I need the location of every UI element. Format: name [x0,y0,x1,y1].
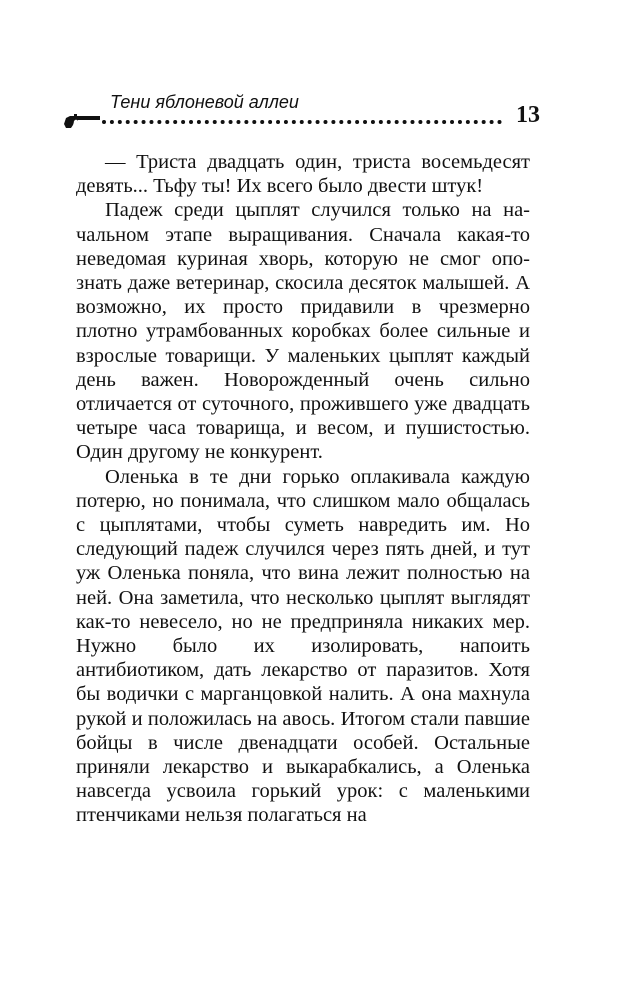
paragraph: — Триста двадцать один, триста восемьдесят девять... Тьфу ты! Их всего было двести штук! [76,151,530,198]
page-number: 13 [516,102,540,128]
paragraph: Падеж среди цыплят случился только на начальном этапе выращивания. Сначала какая-то неведомая куриная хворь, которую не смог опознать даже ветеринар, скосила десяток малышей. А возможно, их просто придавили в чрезмерно плотно утрамбованных коробках более сильные и взрослые товарищи. У маленьких цыплят каждый день важен. Новорожденный очень сильно отличается от суточного, прожившего уже двадцать четыре часа товарища, и весом, и пушистостью. Один другому не конкурент. [76,199,530,464]
running-title: Тени яблоневой аллеи [110,92,299,112]
dotted-rule [102,120,502,124]
paragraph: Оленька в те дни горько оплакивала каждую потерю, но понимала, что слишком мало общалась с цыплятами, чтобы суметь навредить им. Но следующий падеж случился через пять дней, и тут уж Оленька поняла, что вина лежит полностью на ней. Она заметила, что несколько цыплят выглядят как-то невесело, но не предприняла никаких мер. Нужно было их изолировать, напоить антибиотиком, дать лекарство от паразитов. Хотя бы водички с марганцовкой налить. А она махнула рукой и положилась на авось. Итогом стали павшие бойцы в числе двенадцати особей. Остальные приняли лекарство и выкарабкались, а Оленька навсегда усвоила горький урок: с маленькими птенчиками нельзя полагаться на [76,465,530,827]
revolver-icon [62,110,102,130]
body-text [76,150,530,828]
running-head [62,92,540,132]
